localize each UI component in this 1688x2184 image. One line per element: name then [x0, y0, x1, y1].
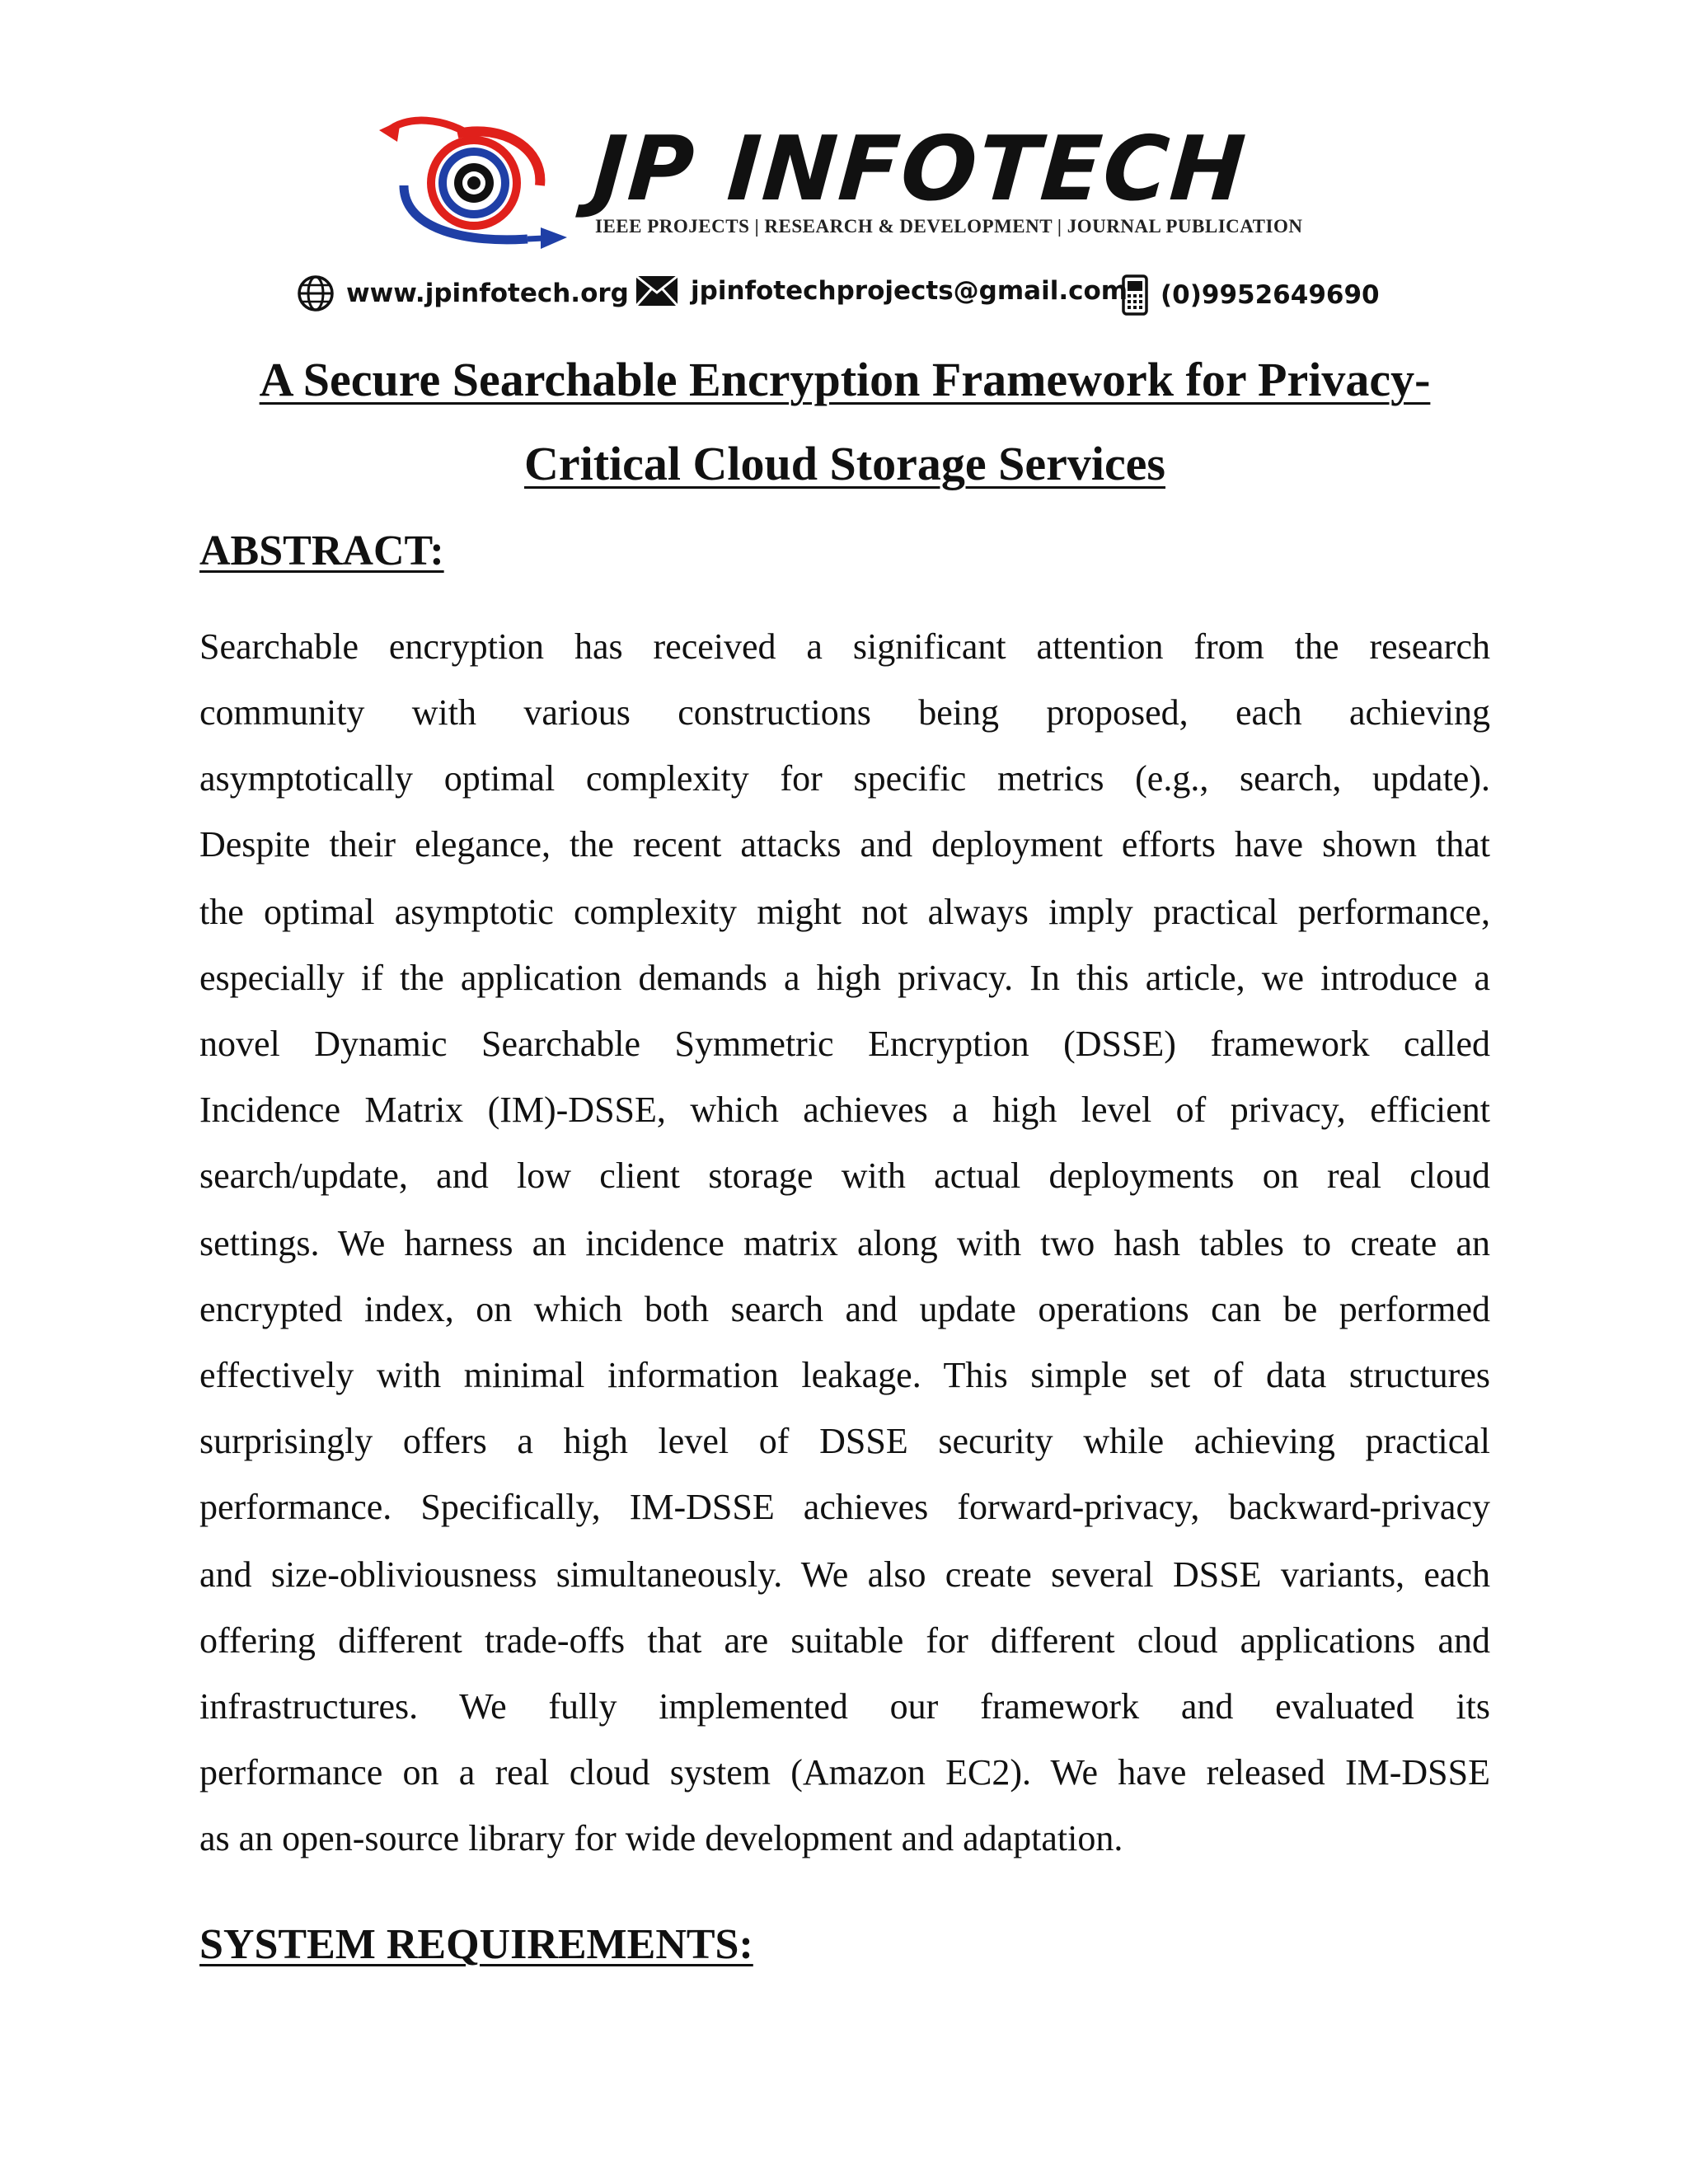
- abstract-line: the optimal asymptotic complexity might not always imply practical performance,: [199, 892, 1490, 932]
- abstract-line: effectively with minimal information leakage. This simple set of data structures: [199, 1355, 1490, 1395]
- globe-icon: [297, 274, 335, 312]
- abstract-line: encrypted index, on which both search and update operations can be performed: [199, 1289, 1490, 1329]
- abstract-line: Incidence Matrix (IM)-DSSE, which achieves a high level of privacy, efficient: [199, 1090, 1490, 1130]
- abstract-line: infrastructures. We fully implemented our framework and evaluated its: [199, 1686, 1490, 1727]
- phone-number[interactable]: (0)9952649690: [1160, 280, 1380, 310]
- document-title-line-1: A Secure Searchable Encryption Framework for Privacy-: [259, 353, 1431, 406]
- abstract-line: asymptotically optimal complexity for specific metrics (e.g., search, update).: [199, 758, 1490, 799]
- website-link[interactable]: www.jpinfotech.org: [346, 279, 629, 308]
- abstract-line: Despite their elegance, the recent attacks and deployment efforts have shown that: [199, 824, 1490, 865]
- abstract-line: offering different trade-offs that are suitable for different cloud applications and: [199, 1620, 1490, 1661]
- abstract-line: surprisingly offers a high level of DSSE security while achieving practical: [199, 1421, 1490, 1461]
- abstract-line: especially if the application demands a high privacy. In this article, we introduce a: [199, 958, 1490, 998]
- target-logo-icon: [379, 107, 569, 255]
- abstract-line: performance on a real cloud system (Amazon EC2). We have released IM-DSSE: [199, 1752, 1490, 1793]
- abstract-heading: ABSTRACT:: [199, 527, 444, 574]
- abstract-line: Searchable encryption has received a significant attention from the research: [199, 626, 1490, 667]
- email-link[interactable]: jpinfotechprojects@gmail.com: [691, 276, 1128, 306]
- document-title-line-2: Critical Cloud Storage Services: [523, 437, 1165, 490]
- letterhead: [346, 91, 1380, 330]
- mobile-phone-icon: [1121, 274, 1149, 316]
- phone-contact[interactable]: [1121, 274, 1380, 316]
- brand-name: JP INFOTECH: [589, 118, 1250, 221]
- system-requirements-heading: SYSTEM REQUIREMENTS:: [199, 1921, 753, 1968]
- abstract-line: performance. Specifically, IM-DSSE achieves forward-privacy, backward-privacy: [199, 1487, 1490, 1527]
- envelope-icon: [635, 274, 679, 307]
- website-contact[interactable]: [297, 274, 629, 312]
- email-contact[interactable]: [635, 274, 1128, 307]
- brand-tagline: IEEE PROJECTS | RESEARCH & DEVELOPMENT | JOURNAL PUBLICATION: [595, 216, 1303, 237]
- contact-row: [297, 268, 1451, 317]
- abstract-line: search/update, and low client storage with actual deployments on real cloud: [199, 1155, 1490, 1196]
- abstract-line: and size-obliviousness simultaneously. We also create several DSSE variants, each: [199, 1554, 1490, 1595]
- abstract-line: settings. We harness an incidence matrix along with two hash tables to create an: [199, 1223, 1490, 1263]
- abstract-line: novel Dynamic Searchable Symmetric Encryption (DSSE) framework called: [199, 1024, 1490, 1064]
- abstract-line: community with various constructions being proposed, each achieving: [199, 692, 1490, 733]
- abstract-line: as an open-source library for wide development and adaptation.: [199, 1818, 1123, 1858]
